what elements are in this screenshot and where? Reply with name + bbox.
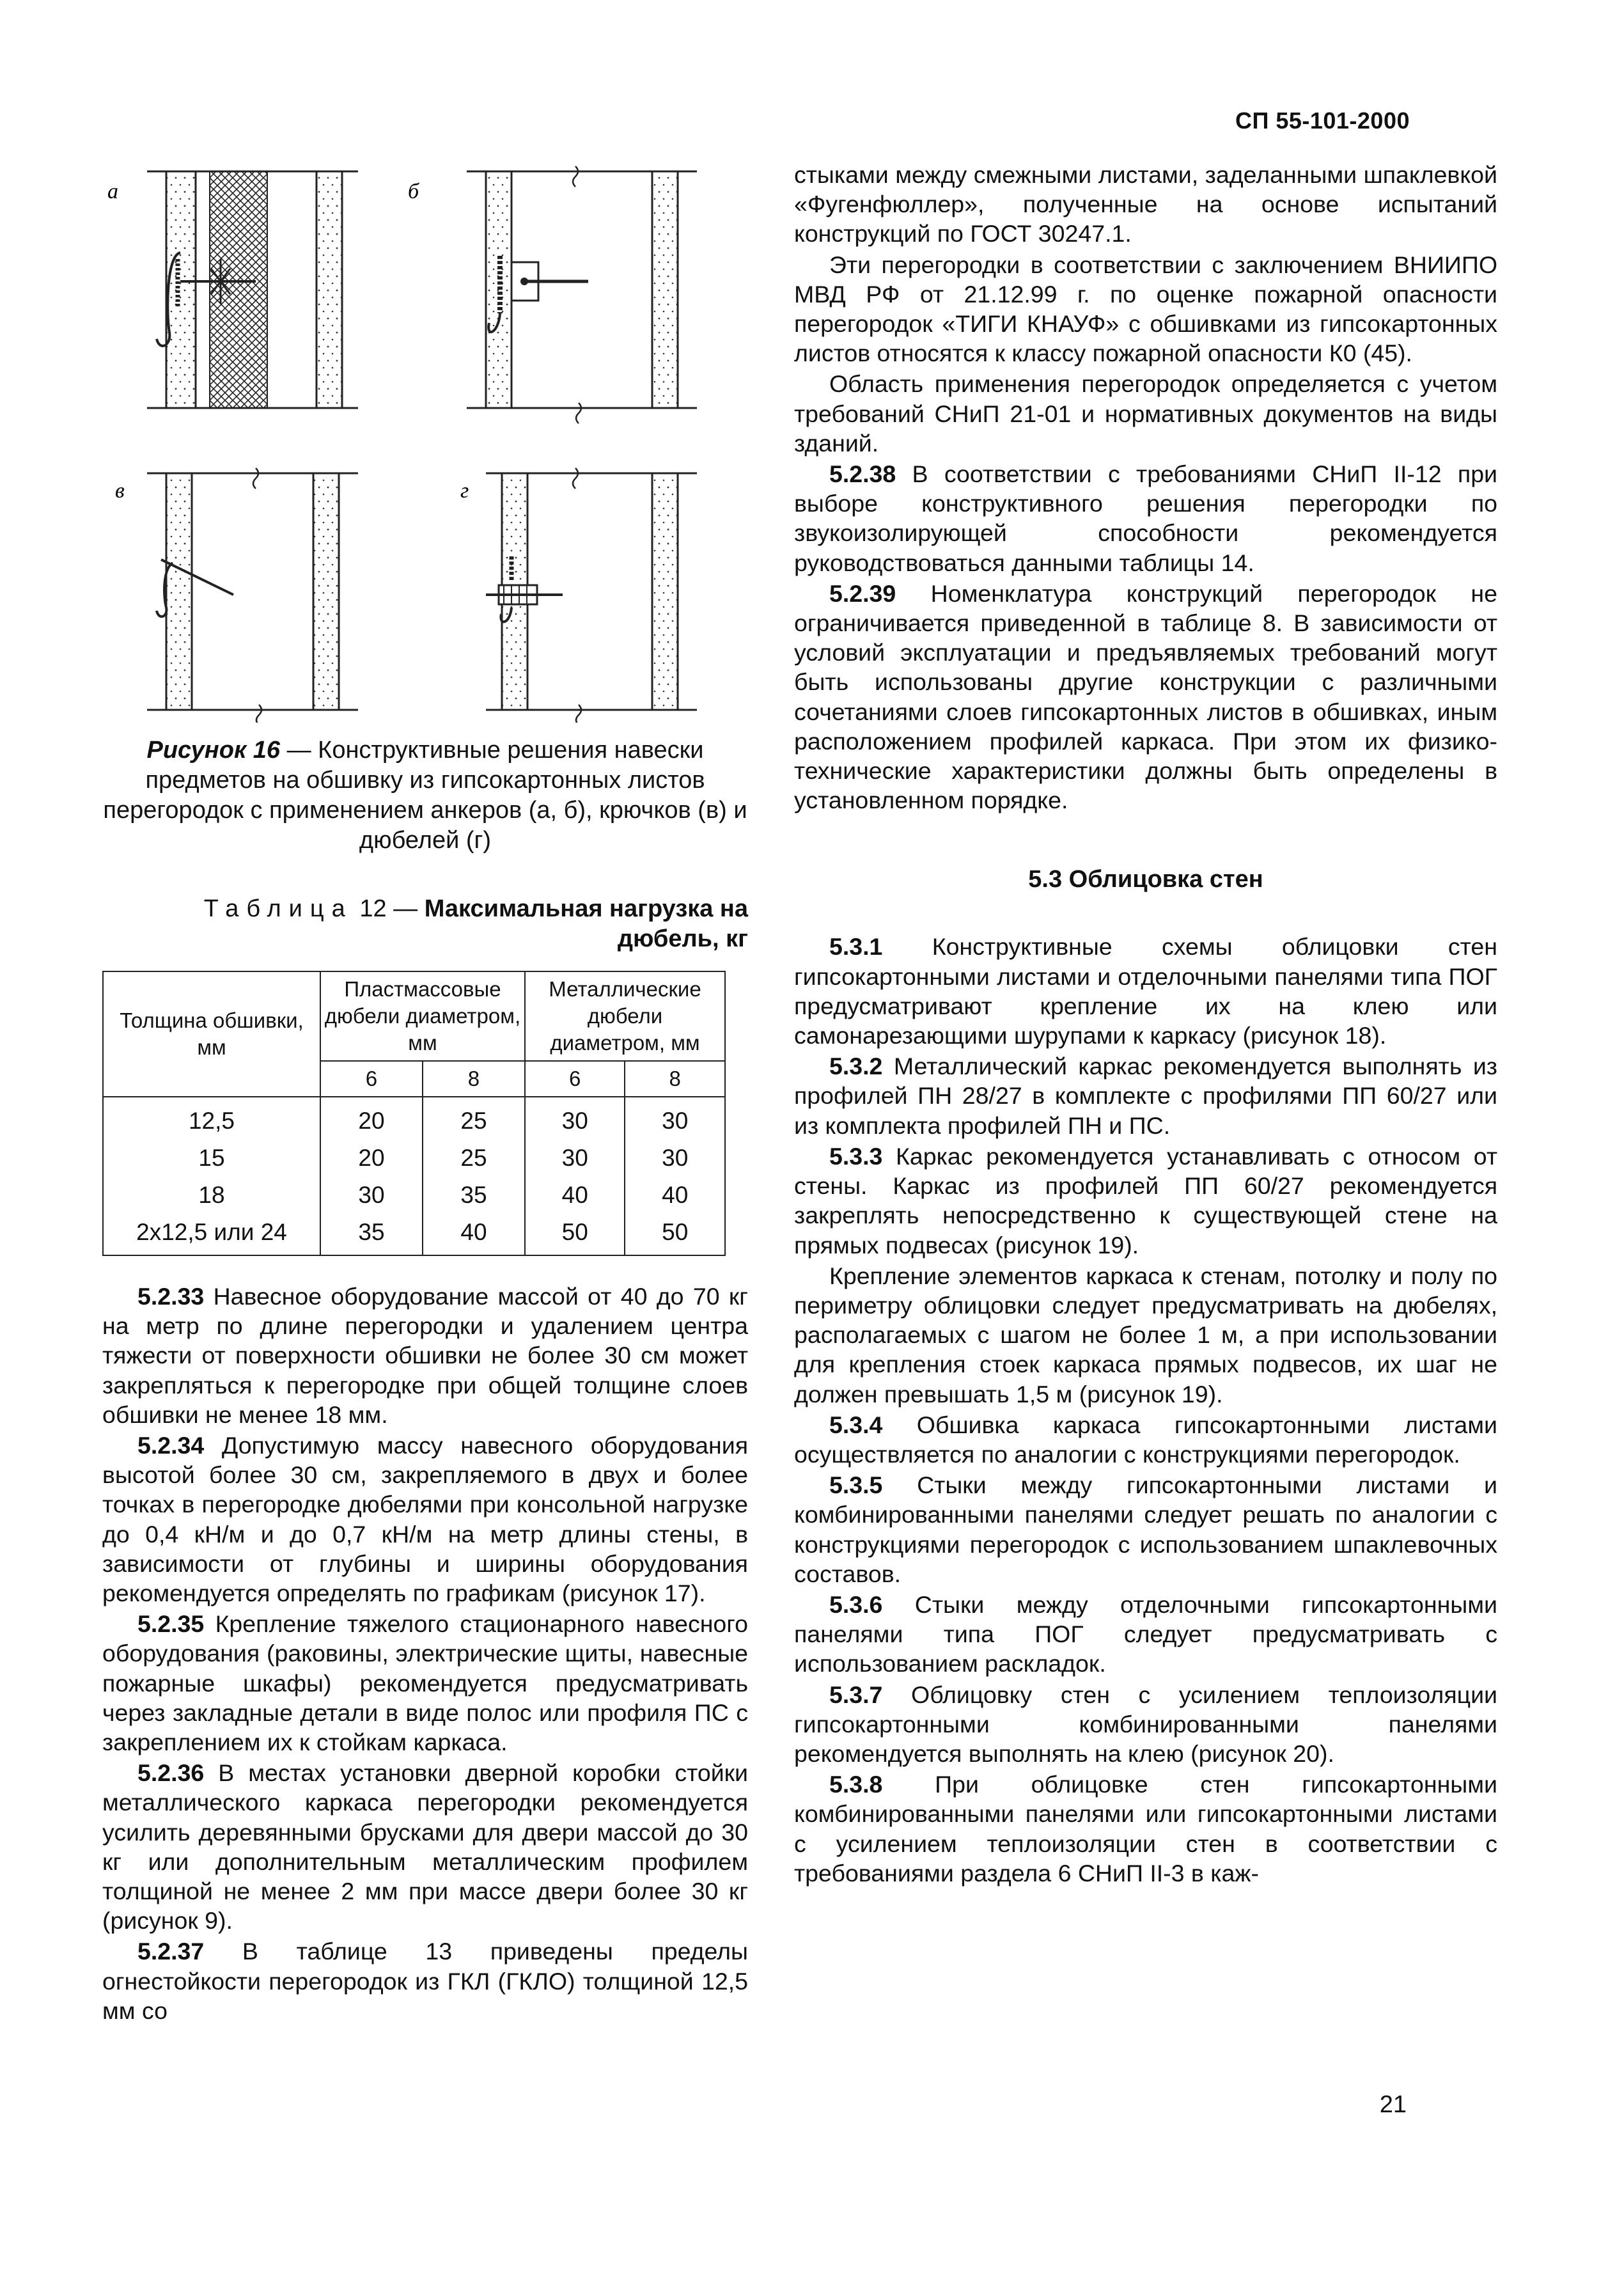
paragraph-text: Конструктивные схемы облицовки стен гипсокартонными листами и отделочными панелями типа ПОГ предусматривают крепление их на клею или самонарезающими шурупами к каркасу (рисунок 18). [794, 933, 1497, 1049]
panel-label-v: в [115, 479, 125, 503]
panel-label-g: г [460, 479, 469, 503]
panel-label-b: б [408, 180, 419, 203]
panel-a-drawing [107, 171, 358, 408]
clause-number: 5.2.33 [137, 1283, 205, 1310]
clause-number: 5.3.2 [829, 1053, 883, 1080]
clause-number: 5.2.37 [137, 1938, 205, 1965]
paragraph [794, 160, 1497, 249]
table-cell: 40 [625, 1177, 725, 1214]
paragraph [794, 250, 1497, 368]
table-cell: 30 [320, 1177, 423, 1214]
table-row [103, 1140, 725, 1177]
table-cell: 30 [525, 1097, 625, 1140]
paragraph [102, 1609, 748, 1757]
table-cell: 40 [525, 1177, 625, 1214]
page-number: 21 [1379, 2091, 1407, 2118]
document-code: СП 55-101-2000 [1235, 107, 1410, 134]
paragraph [102, 1282, 748, 1429]
section-title: 5.3 Облицовка стен [1028, 866, 1263, 893]
table-cell: 40 [423, 1214, 525, 1255]
figure-16-drawing [102, 147, 748, 723]
paragraph-text: Металлический каркас рекомендуется выполнять из профилей ПН 28/27 в комплекте с профилями ПП 60/27 или из комплекта профилей ПН и ПС. [794, 1053, 1497, 1139]
panel-g-drawing [460, 468, 697, 723]
paragraph [794, 579, 1497, 815]
table-title-prefix: Таблица [203, 895, 353, 922]
table-cell: 50 [525, 1214, 625, 1255]
table-title-number: 12 — [352, 895, 425, 922]
paragraph-text: Стыки между гипсокартонными листами и комбинированными панелями следует решать по аналогии с конструкциями перегородок с использованием шпаклевочных составов. [794, 1472, 1497, 1587]
clause-number: 5.3.8 [829, 1771, 883, 1798]
paragraph [794, 1680, 1497, 1769]
paragraph-text: Область применения перегородок определяется с учетом требований СНиП 21-01 и нормативных документов на виды зданий. [794, 370, 1497, 457]
table-title [102, 894, 748, 954]
paragraph-text: Эти перегородки в соответствии с заключением ВНИИПО МВД РФ от 21.12.99 г. по оценке пожарной опасности перегородок «ТИГИ КНАУФ» с обшивками из гипсокартонных листов относятся к классу пожарной опасности К0 (45). [794, 251, 1497, 367]
col-header-metal: Металлические дюбели диаметром, мм [525, 971, 725, 1061]
table-cell: 20 [320, 1097, 423, 1140]
table-cell: 35 [320, 1214, 423, 1255]
diameter-header: 6 [525, 1061, 625, 1097]
panel-v-drawing [115, 468, 358, 723]
paragraph [102, 1758, 748, 1935]
paragraph [794, 1051, 1497, 1140]
table-12 [102, 971, 726, 1256]
paragraph-text: Облицовку стен с усилением теплоизоляции гипсокартонными комбинированными панелями рекомендуется выполнять на клею (рисунок 20). [794, 1681, 1497, 1767]
clause-number: 5.2.39 [829, 579, 896, 607]
table-cell: 20 [320, 1140, 423, 1177]
col-header-thickness: Толщина обшивки, мм [103, 971, 320, 1097]
paragraph-text: Обшивка каркаса гипсокартонными листами осуществляется по аналогии с конструкциями перегородок. [794, 1411, 1497, 1468]
figure-16 [102, 147, 748, 723]
table-cell: 25 [423, 1097, 525, 1140]
paragraph [794, 1261, 1497, 1409]
clause-number: 5.3.4 [829, 1411, 883, 1438]
table-row [103, 1177, 725, 1214]
clause-number: 5.3.1 [829, 933, 883, 961]
figure-caption-label: Рисунок 16 [146, 737, 281, 764]
paragraph-text: В соответствии с требованиями СНиП II-12 при выборе конструктивного решения перегородки по звукоизолирующей способности рекомендуется руководствоваться данными таблицы 14. [794, 460, 1497, 576]
col-header-plastic: Пластмассовые дюбели диаметром, мм [320, 971, 525, 1061]
paragraph [794, 1410, 1497, 1469]
table-cell: 25 [423, 1140, 525, 1177]
panel-label-a: а [107, 180, 118, 203]
paragraph [794, 932, 1497, 1050]
table-cell: 12,5 [103, 1097, 320, 1140]
paragraph-text: Номенклатура конструкций перегородок не ограничивается приведенной в таблице 8. В зависимости от условий эксплуатации и предъявляемых требований могут быть использованы другие конструкции с различными сочетаниями слоев гипсокартонных листов в обшивках, иным расположением профилей каркаса. При этом их физико-технические характеристики должны быть определены в установленном порядке. [794, 579, 1497, 814]
table-title-bold: Максимальная нагрузка на дюбель, кг [424, 895, 748, 952]
clause-number: 5.3.6 [829, 1590, 883, 1618]
paragraph-text: Крепление элементов каркаса к стенам, потолку и полу по периметру облицовки следует предусматривать на дюбелях, располагаемых с шагом не более 1 м, а при использовании для крепления стоек каркаса прямых подвесов, их шаг не должен превышать 1,5 м (рисунок 19). [794, 1262, 1497, 1408]
clause-number: 5.2.34 [137, 1432, 205, 1459]
paragraph [794, 1590, 1497, 1679]
clause-number: 5.3.5 [829, 1472, 883, 1499]
left-column [102, 147, 748, 2027]
clause-number: 5.3.7 [829, 1681, 883, 1708]
paragraph [794, 1470, 1497, 1589]
table-row [103, 1214, 725, 1255]
right-column [794, 160, 1497, 1889]
paragraph-text: Каркас рекомендуется устанавливать с относом от стены. Каркас из профилей ПП 60/27 рекомендуется закреплять непосредственно к существующей стене на прямых подвесах (рисунок 19). [794, 1142, 1497, 1259]
paragraph-text: В местах установки дверной коробки стойки металлического каркаса перегородки рекомендуется усилить деревянными брусками для двери массой до 30 кг или дополнительным металлическим профилем толщиной не менее 2 мм при массе двери более 30 кг (рисунок 9). [102, 1759, 748, 1935]
paragraph [794, 369, 1497, 458]
table-cell: 18 [103, 1177, 320, 1214]
clause-number: 5.2.35 [137, 1610, 205, 1638]
table-cell: 30 [625, 1097, 725, 1140]
paragraph-text: Навесное оборудование массой от 40 до 70 кг на метр по длине перегородки и удалением центра тяжести от поверхности обшивки не более 30 см может закрепляться к перегородке при общей толщине слоев обшивки не менее 18 мм. [102, 1283, 748, 1428]
figure-caption [102, 735, 748, 856]
paragraph-text: Крепление тяжелого стационарного навесного оборудования (раковины, электрические щиты, навесные пожарные шкафы) рекомендуется предусматривать через закладные детали в виде полос или профиля ПС с закреплением их к стойкам каркаса. [102, 1610, 748, 1756]
paragraph-text: стыками между смежными листами, заделанными шпаклевкой «Фугенфюллер», полученные на основе испытаний конструкций по ГОСТ 30247.1. [794, 161, 1497, 247]
diameter-header: 8 [423, 1061, 525, 1097]
diameter-header: 8 [625, 1061, 725, 1097]
left-text-block [102, 1282, 748, 2025]
paragraph-text: Стыки между отделочными гипсокартонными панелями типа ПОГ следует предусматривать с использованием раскладок. [794, 1590, 1497, 1677]
table-cell: 2х12,5 или 24 [103, 1214, 320, 1255]
table-cell: 30 [625, 1140, 725, 1177]
table-row [103, 1097, 725, 1140]
diameter-header: 6 [320, 1061, 423, 1097]
paragraph [794, 459, 1497, 577]
paragraph-text: В таблице 13 приведены пределы огнестойкости перегородок из ГКЛ (ГКЛО) толщиной 12,5 мм со [102, 1938, 748, 2024]
table-cell: 35 [423, 1177, 525, 1214]
clause-number: 5.3.3 [829, 1142, 883, 1170]
panel-b-drawing [408, 166, 697, 423]
paragraph-text: Допустимую массу навесного оборудования высотой более 30 см, закрепляемого в двух и более точках в перегородке дюбелями при консольной нагрузке до 0,4 кН/м и до 0,7 кН/м на метр длины стены, в зависимости от глубины и ширины оборудования рекомендуется определять по графикам (рисунок 17). [102, 1432, 748, 1607]
paragraph [794, 1142, 1497, 1260]
table-cell: 50 [625, 1214, 725, 1255]
clause-number: 5.2.38 [829, 460, 896, 488]
table-cell: 15 [103, 1140, 320, 1177]
figure-caption-text: — Конструктивные решения навески предметов на обшивку из гипсокартонных листов перегородок с применением анкеров (а, б), крючков (в) и дюбелей (г) [103, 737, 747, 854]
clause-number: 5.2.36 [137, 1759, 205, 1787]
paragraph [102, 1936, 748, 2025]
table-cell: 30 [525, 1140, 625, 1177]
paragraph-text: При облицовке стен гипсокартонными комбинированными панелями или гипсокартонными листами с усилением теплоизоляции стен в соответствии с требованиями раздела 6 СНиП II-3 в каж- [794, 1771, 1497, 1887]
paragraph [102, 1431, 748, 1608]
paragraph [794, 1770, 1497, 1888]
